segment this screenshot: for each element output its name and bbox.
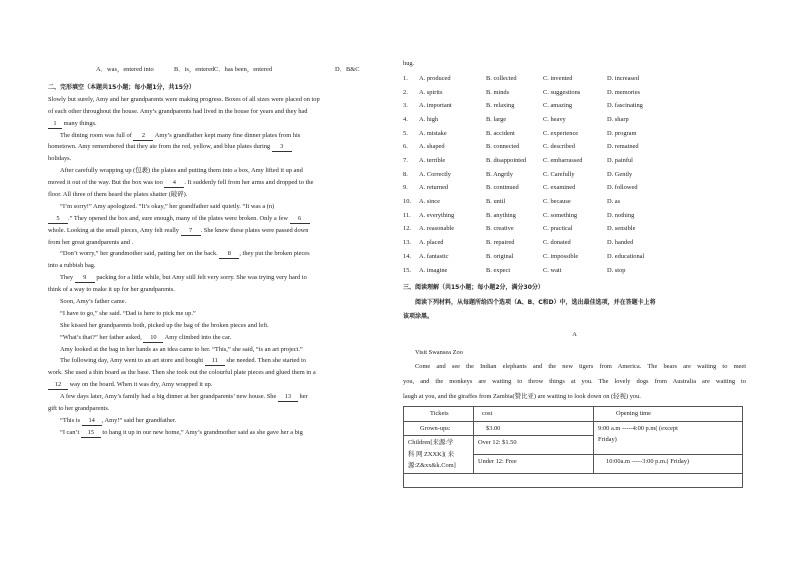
cloze-line bbox=[48, 308, 391, 320]
option-row bbox=[403, 99, 667, 113]
cloze-line bbox=[48, 367, 391, 379]
option-choice: D. remained bbox=[607, 143, 639, 151]
cloze-text: Amy’s grandfather kept many fine dinner plates from his bbox=[153, 131, 301, 139]
option-choice: B. continued bbox=[486, 184, 519, 192]
cloze-text: she needed. Then she started to bbox=[224, 357, 307, 365]
option-number: 6. bbox=[403, 143, 408, 151]
cloze-line bbox=[48, 284, 391, 296]
cloze-text: from her great grandparents and . bbox=[48, 238, 134, 246]
cloze-line bbox=[48, 415, 391, 427]
cloze-blank: 5 bbox=[48, 214, 68, 224]
option-choice: C. something bbox=[543, 211, 578, 219]
option-choice: D. painful bbox=[607, 157, 633, 165]
option-choice: D. nothing bbox=[607, 211, 635, 219]
cloze-text: way on the board. When it was dry, Amy wrapped it up. bbox=[68, 381, 213, 389]
cloze-text: .” They opened the box and, sure enough, many of the plates were broken. Only a few bbox=[68, 214, 290, 222]
cloze-line bbox=[48, 130, 391, 142]
option-row bbox=[403, 236, 667, 250]
option-choice: C. donated bbox=[543, 239, 571, 247]
cloze-line bbox=[48, 201, 391, 213]
option-row bbox=[403, 264, 667, 278]
reading-instruction: 阅读下列材料，从每题所给四个选项（A、B、C和D）中，选出最佳选项，并在答题卡上将 bbox=[415, 298, 656, 306]
cell-grown-ups-cost: $3.00 bbox=[474, 421, 594, 436]
cell-over-12-cost: Over 12: $1.50 bbox=[474, 436, 594, 455]
cloze-line bbox=[48, 248, 391, 260]
option-row bbox=[403, 113, 667, 127]
cell-grown-ups: Grown-ups: bbox=[404, 421, 474, 436]
option-choice: D. increased bbox=[607, 74, 639, 82]
option-number: 13. bbox=[403, 239, 411, 247]
option-row bbox=[403, 154, 667, 168]
cloze-text: “I have to go,” she said. “Dad is here to pick me up.” bbox=[60, 309, 196, 317]
table-row bbox=[404, 473, 743, 488]
option-choice: B. original bbox=[486, 252, 514, 260]
option-choice: D. memories bbox=[607, 88, 641, 96]
option-choice: B. relaxing bbox=[486, 102, 515, 110]
cloze-line bbox=[48, 355, 391, 367]
cloze-blank: 12 bbox=[48, 380, 68, 390]
cloze-text: . It suddenly fell from her arms and dropped to the bbox=[184, 179, 314, 187]
cloze-line bbox=[48, 272, 391, 284]
option-number: 1. bbox=[403, 74, 408, 82]
option-choice: C. heavy bbox=[543, 115, 566, 123]
cloze-line bbox=[48, 260, 391, 272]
option-choice: A. Correctly bbox=[419, 170, 451, 178]
option-choice: A. mistake bbox=[419, 129, 447, 137]
option-choice: A. reasonable bbox=[419, 225, 455, 233]
cloze-blank: 9 bbox=[75, 273, 95, 283]
option-choice: A. high bbox=[419, 115, 439, 123]
cloze-blank: 15 bbox=[81, 428, 101, 438]
option-choice: B. minds bbox=[486, 88, 510, 96]
passage-label: A bbox=[572, 330, 577, 338]
cloze-blank: 7 bbox=[181, 226, 201, 236]
cloze-line bbox=[48, 403, 391, 415]
cloze-text: packing for a little while, but Amy still felt very sorry. She was trying very hard to bbox=[94, 274, 307, 282]
cloze-text: whole. Looking at the small pieces, Amy felt really bbox=[48, 226, 181, 234]
option-choice: C. Carefully bbox=[543, 170, 575, 178]
cloze-text: “This is bbox=[60, 416, 82, 424]
option-row bbox=[403, 250, 667, 264]
option-choice: D. sharp bbox=[607, 115, 629, 123]
cloze-text: . She knew these plates were passed down bbox=[200, 226, 309, 234]
cloze-blank: 14 bbox=[82, 416, 102, 426]
cloze-passage bbox=[48, 94, 391, 439]
passage-line: Come and see the Indian elephants and the new tigers from America. The bears are waiting to meet bbox=[415, 363, 746, 371]
cloze-continued-text: hug. bbox=[403, 60, 415, 67]
cloze-text: to hang it up in our new home,” Amy’s grandmother said as she gave her a big bbox=[100, 428, 303, 436]
cloze-section-title: 二、完形填空（本题共15小题；每小题1分，共15分） bbox=[48, 84, 195, 91]
option-choice: A. terrible bbox=[419, 157, 446, 165]
option-row bbox=[403, 223, 667, 237]
option-choice: B. large bbox=[486, 115, 507, 123]
reading-section-title: 三、阅读理解（共15小题；每小题2分，满分30分） bbox=[403, 284, 544, 291]
option-number: 11. bbox=[403, 211, 411, 219]
passage-title: Visit Swansea Zoo bbox=[415, 348, 463, 356]
option-row bbox=[403, 72, 667, 86]
option-choice: C. practical bbox=[543, 225, 573, 233]
option-choice: B. accident bbox=[486, 129, 515, 137]
prev-option-d: D．B&C bbox=[335, 66, 360, 73]
option-row bbox=[403, 127, 667, 141]
cloze-line bbox=[48, 153, 391, 165]
option-choice: B. expect bbox=[486, 266, 511, 274]
option-choice: D. Gently bbox=[607, 170, 633, 178]
cloze-text: Slowly but surely, Amy and her grandparents were making progress. Boxes of all sizes were placed on top bbox=[48, 95, 320, 103]
cloze-text: Amy looked at the bag in her hands as an idea came to her. “This,” she said, “is an art project.” bbox=[60, 345, 303, 353]
option-choice: D. program bbox=[607, 129, 637, 137]
cloze-text: The dining room was full of bbox=[60, 131, 134, 139]
cloze-line bbox=[48, 427, 391, 439]
cloze-text: , they put the broken pieces bbox=[239, 250, 310, 258]
prev-option-c: C．has been，entered bbox=[214, 66, 273, 73]
cloze-text: “Don’t worry,” her grandmother said, patting her on the back. bbox=[60, 250, 220, 258]
cloze-blank: 2 bbox=[133, 131, 153, 141]
cloze-text: many things. bbox=[62, 119, 97, 127]
option-number: 12. bbox=[403, 225, 411, 233]
option-choice: B. until bbox=[486, 198, 506, 206]
prev-option-b: B．is，entered bbox=[174, 66, 215, 73]
option-choice: A. imagine bbox=[419, 266, 448, 274]
cloze-text: “I can’t bbox=[60, 428, 81, 436]
option-choice: A. important bbox=[419, 102, 452, 110]
cloze-text: hometown. Amy remembered that they ate from the red, yellow, and blue plates during bbox=[48, 143, 272, 151]
cloze-text: holidays. bbox=[48, 155, 72, 163]
option-choice: A. shaped bbox=[419, 143, 445, 151]
table-row bbox=[404, 407, 743, 422]
previous-question-options bbox=[96, 64, 396, 76]
option-choice: B. disappointed bbox=[486, 157, 527, 165]
cloze-section bbox=[48, 82, 391, 439]
cloze-blank: 13 bbox=[278, 392, 298, 402]
option-choice: B. Angrily bbox=[486, 170, 513, 178]
option-choice: B. connected bbox=[486, 143, 520, 151]
cloze-line bbox=[48, 379, 391, 391]
option-choice: A. since bbox=[419, 198, 440, 206]
cloze-text: of each other throughout the house. Amy’s grandparents had lived in the house for years and they had bbox=[48, 107, 308, 115]
option-row bbox=[403, 140, 667, 154]
option-row bbox=[403, 86, 667, 100]
option-choice: A. everything bbox=[419, 211, 455, 219]
prev-option-a: A．was，entered into bbox=[96, 66, 154, 73]
header-cost: cost bbox=[474, 407, 594, 422]
cloze-text: into a rubbish bag. bbox=[48, 262, 96, 270]
option-choice: C. because bbox=[543, 198, 571, 206]
cloze-line bbox=[48, 332, 391, 344]
option-number: 4. bbox=[403, 115, 408, 123]
cloze-line bbox=[48, 106, 391, 118]
cloze-text: They bbox=[60, 274, 75, 282]
option-choice: A. spirits bbox=[419, 88, 443, 96]
cell-zoo-rules bbox=[404, 473, 743, 488]
option-choice: D. fascinating bbox=[607, 102, 643, 110]
cloze-blank: 8 bbox=[219, 249, 239, 259]
option-choice: A. produced bbox=[419, 74, 451, 82]
option-number: 10. bbox=[403, 198, 411, 206]
cloze-line bbox=[48, 225, 391, 237]
cell-opening-friday: 10:00a.m -----3:00 p.m.( Friday) bbox=[594, 454, 743, 473]
cloze-line bbox=[48, 391, 391, 403]
reading-instruction-cont: 该项涂黑。 bbox=[403, 312, 434, 320]
option-choice: C. wait bbox=[543, 266, 562, 274]
option-row bbox=[403, 195, 667, 209]
option-row bbox=[403, 182, 667, 196]
cloze-options-table bbox=[403, 72, 667, 277]
cloze-blank: 11 bbox=[205, 356, 225, 366]
option-choice: D. handed bbox=[607, 239, 634, 247]
option-choice: B. creative bbox=[486, 225, 514, 233]
option-choice: D. sensible bbox=[607, 225, 636, 233]
cell-under-12-cost: Under 12: Free bbox=[474, 454, 594, 473]
option-choice: B. repaired bbox=[486, 239, 515, 247]
option-choice: C. embarrassed bbox=[543, 157, 583, 165]
cloze-line bbox=[48, 344, 391, 356]
option-choice: B. collected bbox=[486, 74, 517, 82]
option-number: 9. bbox=[403, 184, 408, 192]
option-choice: C. amazing bbox=[543, 102, 573, 110]
option-number: 14. bbox=[403, 252, 411, 260]
option-choice: B. anything bbox=[486, 211, 516, 219]
cloze-line bbox=[48, 320, 391, 332]
passage-line: you, and the monkeys are waiting to throw things at you. The lovely dogs from Australia are waiting to bbox=[403, 378, 746, 386]
cell-children: Children[来源:学 科 网 ZXXK]( 来 源:Z&xx&k.Com] bbox=[404, 436, 474, 474]
cloze-blank: 3 bbox=[272, 142, 292, 152]
option-choice: D. stop bbox=[607, 266, 626, 274]
cloze-text: , Amy!” said her grandfather. bbox=[101, 416, 177, 424]
cloze-text: think of a way to make it up for her grandparents. bbox=[48, 286, 175, 294]
zoo-ticket-table bbox=[403, 406, 743, 488]
cloze-text: work. She used a thin board as the base. Then she took out the colourful plate pieces and glued them in a bbox=[48, 369, 316, 377]
option-number: 8. bbox=[403, 170, 408, 178]
option-choice: C. described bbox=[543, 143, 575, 151]
passage-line: laugh at you, and the giraffes from Zambia(赞比亚) are waiting to look down on (轻视) you. bbox=[403, 393, 641, 401]
cloze-blank: 10 bbox=[143, 333, 163, 343]
cloze-line bbox=[48, 118, 391, 130]
cloze-line bbox=[48, 177, 391, 189]
header-tickets: Tickets bbox=[404, 407, 474, 422]
option-number: 3. bbox=[403, 102, 408, 110]
header-opening-time: Opening time bbox=[594, 407, 743, 422]
option-choice: C. suggestions bbox=[543, 88, 581, 96]
option-row bbox=[403, 168, 667, 182]
option-choice: C. impossible bbox=[543, 252, 579, 260]
cell-opening-weekday: 9:00 a.m -----4:00 p.m( (except Friday) bbox=[594, 421, 743, 454]
option-choice: A. returned bbox=[419, 184, 449, 192]
option-number: 7. bbox=[403, 157, 408, 165]
cloze-blank: 4 bbox=[164, 178, 184, 188]
cloze-blank: 6 bbox=[290, 214, 310, 224]
cloze-line bbox=[48, 141, 391, 153]
option-choice: A. fantastic bbox=[419, 252, 449, 260]
option-choice: D. as bbox=[607, 198, 621, 206]
cloze-blank: 1 bbox=[48, 119, 62, 129]
cloze-text: Amy climbed into the car. bbox=[163, 333, 232, 341]
cloze-text: gift to her grandparents. bbox=[48, 405, 110, 413]
cloze-text: She kissed her grandparents both, picked up the bag of the broken pieces and left. bbox=[60, 321, 269, 329]
option-choice: C. invented bbox=[543, 74, 573, 82]
cloze-text: moved it out of the way. But the box was too bbox=[48, 179, 165, 187]
option-choice: A. placed bbox=[419, 239, 444, 247]
cloze-line bbox=[48, 237, 391, 249]
cloze-text: her bbox=[297, 393, 308, 401]
cloze-text: A few days later, Amy’s family had a big dinner at her grandparents’ new house. She bbox=[60, 393, 278, 401]
option-choice: D. followed bbox=[607, 184, 638, 192]
option-choice: D. educational bbox=[607, 252, 645, 260]
cloze-text: floor. All three of them heard the plates shatter (破碎). bbox=[48, 191, 188, 199]
cloze-text: The following day, Amy went to an art store and bought bbox=[60, 357, 205, 365]
cloze-text: “I’m sorry!” Amy apologized. “It’s okay,” her grandfather said quietly. “It was a (n) bbox=[60, 202, 275, 210]
reading-section bbox=[403, 282, 746, 403]
cloze-text: Soon, Amy’s father came. bbox=[60, 298, 127, 306]
cloze-line bbox=[48, 94, 391, 106]
cloze-line bbox=[48, 189, 391, 201]
option-row bbox=[403, 209, 667, 223]
cloze-line bbox=[48, 296, 391, 308]
option-choice: C. examined bbox=[543, 184, 576, 192]
cloze-line bbox=[48, 213, 391, 225]
option-number: 2. bbox=[403, 88, 408, 96]
table-row bbox=[404, 421, 743, 436]
cloze-text: After carefully wrapping up (包裹) the plates and putting them into a box, Amy lifted it up and bbox=[60, 167, 303, 175]
cloze-line bbox=[48, 165, 391, 177]
cloze-text: “What’s that?” her father asked, bbox=[60, 333, 144, 341]
option-number: 15. bbox=[403, 266, 411, 274]
option-choice: C. experience bbox=[543, 129, 579, 137]
option-number: 5. bbox=[403, 129, 408, 137]
